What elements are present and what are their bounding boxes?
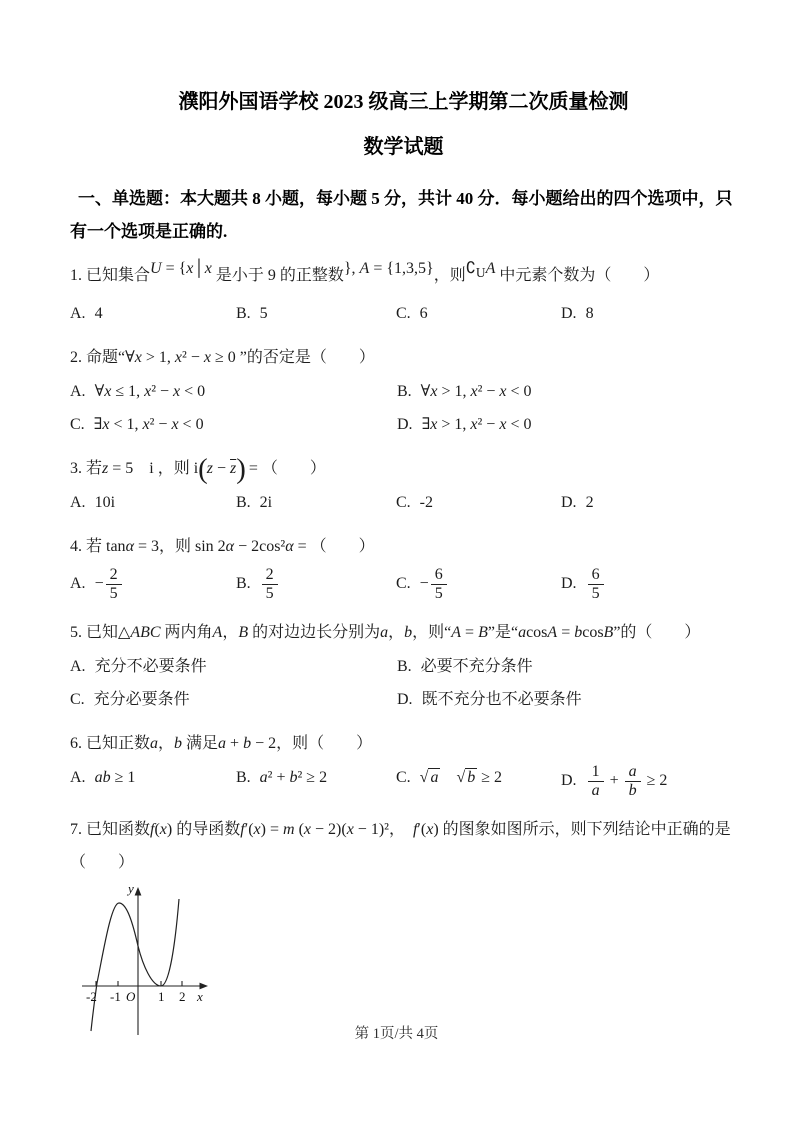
option-value: ∀x ≤ 1, x² − x < 0 [94,383,206,401]
option-C [396,564,561,605]
question-4 [70,530,737,605]
option-C [70,408,397,441]
options-grid [70,297,737,330]
option-value: 8 [585,305,594,323]
option-label: B. [397,383,412,401]
option-label: C. [396,769,411,786]
x-axis-label: x [197,988,203,1004]
question-1 [70,259,737,330]
option-B [236,486,396,519]
option-label: C. [70,416,85,434]
origin-label: O [126,988,136,1004]
options-grid [70,486,737,519]
y-axis-label: y [128,880,134,896]
question-stem: 3. 若z = 5 i ，则 $i(z - \overline{z})$ = （ ） [70,453,326,486]
option-label: C. [396,494,411,512]
option-A [70,650,397,683]
options-grid [70,375,737,441]
option-label: A. [70,305,86,323]
option-D [561,761,737,802]
option-label: D. [561,772,577,790]
option-value: 必要不充分条件 [420,658,533,675]
y-axis-arrow-icon [135,887,142,896]
option-A [70,375,397,408]
option-value: 5 [259,305,268,323]
option-label: C. [396,575,411,593]
tick-label-neg1: -1 [110,988,121,1004]
question-stem: 1. 已知集合U = {x│x 是小于 9 的正整数}, A = {1,3,5}，则$∁_UA$ 中元素个数为（ ） [70,260,660,284]
option-B [397,375,737,408]
option-label: C. [396,305,411,323]
question-3 [70,452,737,519]
option-A [70,564,236,605]
axis-ticks [96,981,182,986]
option-D [397,683,737,716]
option-B [236,297,396,330]
option-B [236,564,396,605]
option-label: D. [561,575,577,593]
question-stem: （ ） [70,853,135,871]
option-label: D. [561,305,577,323]
options-grid [70,564,737,605]
option-value: 4 [94,305,103,323]
option-value: 既不充分也不必要条件 [421,691,582,708]
option-value: 2i [259,494,273,512]
option-label: D. [397,691,413,708]
option-A [70,486,236,519]
question-stem: 2. 命题“∀x > 1, x² − x ≥ 0 ”的否定是（ ） [70,349,375,367]
option-value: 充分不必要条件 [94,658,207,675]
option-value: ∃x < 1, x² − x < 0 [93,416,204,434]
option-label: B. [236,575,251,593]
option-label: D. [561,494,577,512]
option-value: − $\frac{6}{5}$ [420,575,449,592]
option-value: 2 [585,494,594,512]
page-footer: 第 1页/共 4页 [354,1026,439,1042]
option-value: $\frac{6}{5}$ [586,575,606,592]
option-label: B. [236,769,251,786]
question-2 [70,341,737,441]
option-label: A. [70,383,86,401]
question-stem: 4. 若 tanα = 3，则 sin 2α − 2cos²α = （ ） [70,538,375,556]
option-D [561,564,737,605]
option-D [397,408,737,441]
option-value: 6 [419,305,428,323]
question-6 [70,727,737,802]
option-label: A. [70,494,86,512]
option-value: ∃x > 1, x² − x < 0 [421,416,532,434]
option-label: A. [70,575,86,593]
option-label: D. [397,416,413,434]
question-7 [70,813,737,879]
option-value: ab ≥ 1 [94,769,136,786]
question-stem: 7. 已知函数f(x) 的导函数f′(x) = m (x − 2)(x − 1)²， f′(x) 的图象如图所示，则下列结论中正确的是 [70,820,731,838]
option-value: a² + b² ≥ 2 [259,769,328,786]
option-B [397,650,737,683]
tick-label-neg2: -2 [86,988,97,1004]
option-A [70,297,236,330]
option-label: B. [236,494,251,512]
options-grid [70,650,737,716]
option-label: A. [70,769,86,786]
option-label: B. [236,305,251,323]
question-stem: 5. 已知△ABC 两内角A，B 的对边边长分别为a，b，则“A = B”是“acosA = bcosB”的（ ） [70,624,701,641]
tick-label-2: 2 [179,988,186,1004]
option-value: √ a √ b ≥ 2 [419,769,503,786]
option-C [70,683,397,716]
option-label: B. [397,658,412,675]
option-C [396,297,561,330]
exam-subtitle: 数学试题 [363,136,444,158]
option-C [396,486,561,519]
option-value: $\frac{2}{5}$ [260,575,280,592]
questions [70,259,737,879]
derivative-curve [91,899,179,1031]
option-value: $\frac{1}{a}$ + $\frac{a}{b}$ ≥ 2 [586,772,668,789]
option-value: − $\frac{2}{5}$ [95,575,124,592]
option-D [561,486,737,519]
option-value: 10i [94,494,116,512]
derivative-function-graph [76,879,218,1041]
tick-label-1: 1 [158,988,165,1004]
option-label: A. [70,658,86,675]
exam-title: 濮阳外国语学校 2023 级高三上学期第二次质量检测 [178,91,629,113]
option-A [70,761,236,802]
question-stem: 6. 已知正数a，b 满足a + b − 2，则（ ） [70,735,373,752]
option-B [236,761,396,802]
question-5 [70,616,737,716]
options-grid [70,761,737,802]
option-value: ∀x > 1, x² − x < 0 [420,383,532,401]
option-value: -2 [419,494,433,512]
option-label: C. [70,691,85,708]
option-D [561,297,737,330]
option-C [396,761,561,802]
option-value: 充分必要条件 [93,691,190,708]
section-heading: 一、单选题：本大题共 8 小题，每小题 5 分，共计 40 分．每小题给出的四个选项中，只有一个选项是正确的. [70,189,733,241]
